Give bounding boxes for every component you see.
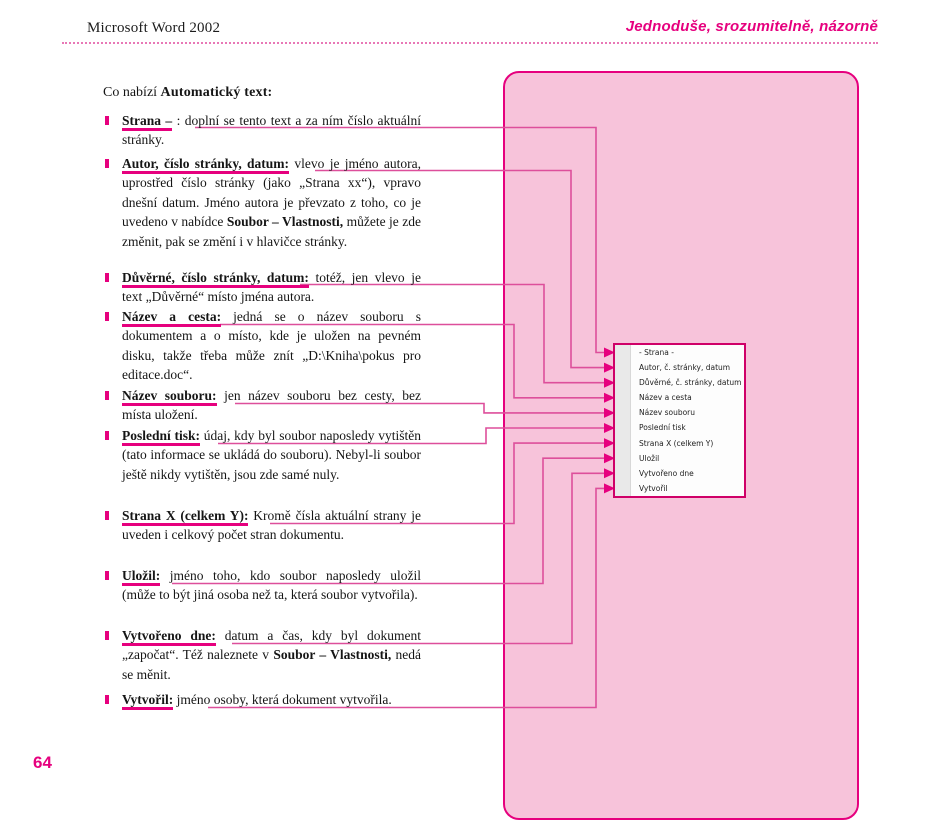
item-body: údaj, kdy byl soubor naposledy vytištěn (tato informace se ukládá do souboru). Nebyl-li soubor ještě nikdy vytištěn, jsou zde samé nuly. <box>122 428 421 482</box>
item-body: totéž, jen vlevo je text „Důvěrné“ místo jména autora. <box>122 270 421 305</box>
autotext-item-vytvoril <box>103 690 421 709</box>
bullet-icon <box>105 312 109 321</box>
term-label: Strana X (celkem Y): <box>122 508 248 526</box>
autotext-item-ulozil <box>103 566 421 605</box>
bullet-icon <box>105 273 109 282</box>
menu-item-nazev-a-cesta[interactable]: Název a cesta <box>639 393 692 403</box>
menu-item-nazev-souboru[interactable]: Název souboru <box>639 408 696 418</box>
bullet-icon <box>105 431 109 440</box>
bullet-icon <box>105 571 109 580</box>
item-body: vlevo je jméno autora, uprostřed číslo stránky (jako „Strana xx“), vpravo dnešní datum. Jméno autora je převzato z toho, co je uvedeno v nabídce <box>122 156 421 230</box>
menu-item-vytvoreno-dne[interactable]: Vytvořeno dne <box>639 468 694 478</box>
autotext-item-strana <box>103 111 421 150</box>
item-body-bold: Soubor – Vlastnosti, <box>226 214 344 230</box>
term-label: Strana – <box>122 113 172 131</box>
item-body: jen název souboru bez cesty, bez místa uložení. <box>122 388 421 423</box>
term-label: Vytvořeno dne: <box>122 628 216 646</box>
bullet-icon <box>105 116 109 125</box>
autotext-item-posledni-tisk <box>103 426 421 484</box>
item-body-bold: Soubor – Vlastnosti, <box>273 647 392 663</box>
menu-item-duverne[interactable]: Důvěrné, č. stránky, datum <box>639 378 742 388</box>
term-label: Vytvořil: <box>122 692 173 710</box>
page-number: 64 <box>33 753 52 772</box>
intro-prefix: Co nabízí <box>103 85 161 100</box>
menu-item-strana-x[interactable]: Strana X (celkem Y) <box>639 438 714 448</box>
term-label: Uložil: <box>122 568 160 586</box>
bullet-icon <box>105 695 109 704</box>
item-body: jméno toho, kdo soubor naposledy uložil (může to být jiná osoba než ta, která soubor vytvořila). <box>122 568 421 603</box>
page-header-title: Microsoft Word 2002 <box>87 20 221 36</box>
bullet-icon <box>105 159 109 168</box>
item-text <box>122 111 421 150</box>
menu-item-autor[interactable]: Autor, č. stránky, datum <box>639 363 731 373</box>
item-body: můžete je zde změnit, pak se změní i v hlavičce stránky. <box>122 214 421 249</box>
item-body: : doplní se tento text a za ním číslo aktuální stránky. <box>122 113 421 148</box>
menu-item-ulozil[interactable]: Uložil <box>639 453 660 463</box>
item-text <box>122 626 421 684</box>
item-text <box>122 690 421 709</box>
intro-bold: Automatický text: <box>160 85 273 100</box>
item-text <box>122 268 421 307</box>
term-label: Poslední tisk: <box>122 428 200 446</box>
item-text <box>122 386 421 425</box>
menu-item-strana[interactable]: - Strana - <box>639 348 674 357</box>
item-text <box>122 506 421 545</box>
item-text <box>122 566 421 605</box>
autotext-item-strana-x <box>103 506 421 545</box>
autotext-intro <box>103 84 433 102</box>
item-text <box>122 307 421 385</box>
autotext-menu <box>613 343 746 498</box>
term-label: Důvěrné, číslo stránky, datum: <box>122 270 309 288</box>
autotext-item-autor <box>103 154 421 251</box>
item-body: nedá se měnit. <box>122 647 421 682</box>
item-body: jedná se o název souboru s dokumentem a o místo, kde je uložen na pevném disku, takže třeba může znít „D:\Kniha\pokus pro editace.doc“. <box>122 309 421 383</box>
term-label: Název souboru: <box>122 388 217 406</box>
menu-item-posledni-tisk[interactable]: Poslední tisk <box>639 423 686 433</box>
header-rule <box>62 42 878 44</box>
menu-item-vytvoril[interactable]: Vytvořil <box>639 483 668 493</box>
item-text <box>122 154 421 251</box>
autotext-item-nazev-a-cesta <box>103 307 421 385</box>
page-header-slogan: Jednoduše, srozumitelně, názorně <box>625 18 878 35</box>
term-label: Autor, číslo stránky, datum: <box>122 156 289 174</box>
item-text <box>122 426 421 484</box>
autotext-item-vytvoreno-dne <box>103 626 421 684</box>
item-body: datum a čas, kdy byl dokument „započat“. Též naleznete v <box>122 628 421 663</box>
item-body: Kromě čísla aktuální strany je uveden i celkový počet stran dokumentu. <box>122 508 421 543</box>
bullet-icon <box>105 631 109 640</box>
autotext-item-nazev-souboru <box>103 386 421 425</box>
bullet-icon <box>105 511 109 520</box>
bullet-icon <box>105 391 109 400</box>
item-body: jméno osoby, která dokument vytvořila. <box>173 692 392 707</box>
term-label: Název a cesta: <box>122 309 221 327</box>
autotext-item-duverne <box>103 268 421 307</box>
